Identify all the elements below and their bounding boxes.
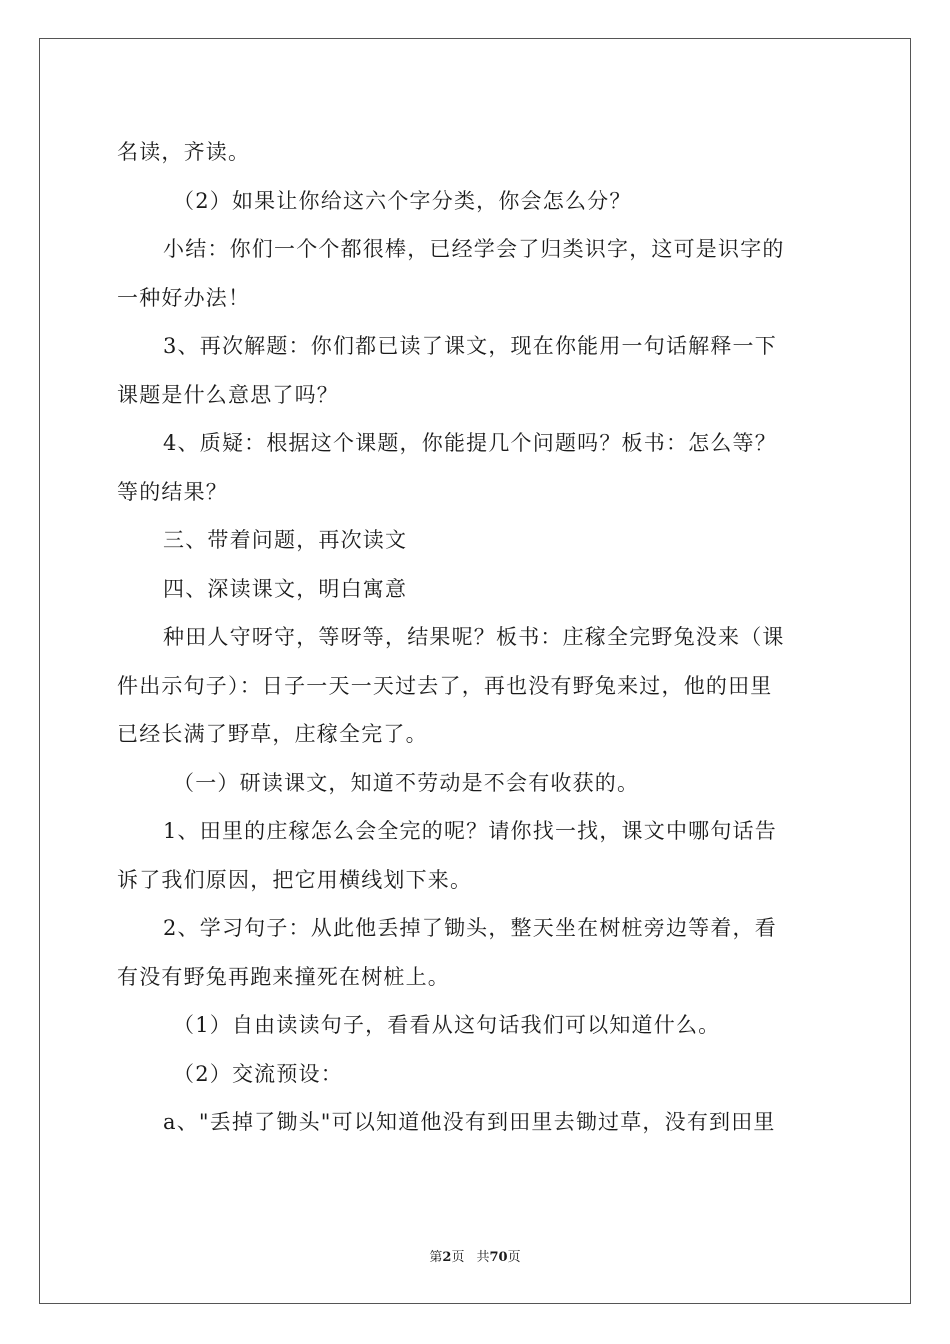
text-line: （2）交流预设： xyxy=(173,1061,343,1086)
page-footer xyxy=(0,1246,950,1265)
text-line: a、"丢掉了锄头"可以知道他没有到田里去锄过草，没有到田里 xyxy=(163,1110,776,1134)
text-line: 4、质疑：根据这个课题，你能提几个问题吗？板书：怎么等？ xyxy=(163,431,777,455)
total-pages: 70 xyxy=(489,1250,508,1265)
text-line: 1、田里的庄稼怎么会全完的呢？请你找一找，课文中哪句话告 xyxy=(163,819,777,843)
text-line: 小结：你们一个个都很棒，已经学会了归类识字，这可是识字的 xyxy=(163,237,785,261)
text-line: （一）研读课文，知道不劳动是不会有收获的。 xyxy=(173,770,640,795)
footer-total-prefix: 共 xyxy=(476,1250,490,1265)
text-line: 等的结果？ xyxy=(117,479,228,504)
text-line: 一种好办法！ xyxy=(117,285,251,310)
text-line: 三、带着问题，再次读文 xyxy=(163,528,408,552)
footer-page-suffix: 页 xyxy=(451,1250,465,1265)
text-line: 课题是什么意思了吗？ xyxy=(117,382,339,407)
document-body xyxy=(117,128,833,1147)
text-line: （1）自由读读句子，看看从这句话我们可以知道什么。 xyxy=(173,1013,721,1037)
text-line: 件出示句子）：日子一天一天过去了，再也没有野兔来过，他的田里 xyxy=(117,673,773,698)
text-line: 2、学习句子：从此他丢掉了锄头，整天坐在树桩旁边等着，看 xyxy=(163,916,777,940)
text-line: 3、再次解题：你们都已读了课文，现在你能用一句话解释一下 xyxy=(163,334,777,358)
page-number: 2 xyxy=(442,1250,452,1265)
footer-total-suffix: 页 xyxy=(507,1250,521,1265)
footer-prefix: 第 xyxy=(429,1250,443,1265)
text-line: 种田人守呀守，等呀等，结果呢？板书：庄稼全完野兔没来（课 xyxy=(163,625,785,649)
text-line: 已经长满了野草，庄稼全完了。 xyxy=(117,722,428,746)
text-line: （2）如果让你给这六个字分类，你会怎么分？ xyxy=(173,188,632,213)
text-line: 四、深读课文，明白寓意 xyxy=(163,576,408,601)
text-line: 名读，齐读。 xyxy=(117,140,251,164)
text-line: 有没有野兔再跑来撞死在树桩上。 xyxy=(117,964,450,989)
text-line: 诉了我们原因，把它用横线划下来。 xyxy=(117,867,473,892)
